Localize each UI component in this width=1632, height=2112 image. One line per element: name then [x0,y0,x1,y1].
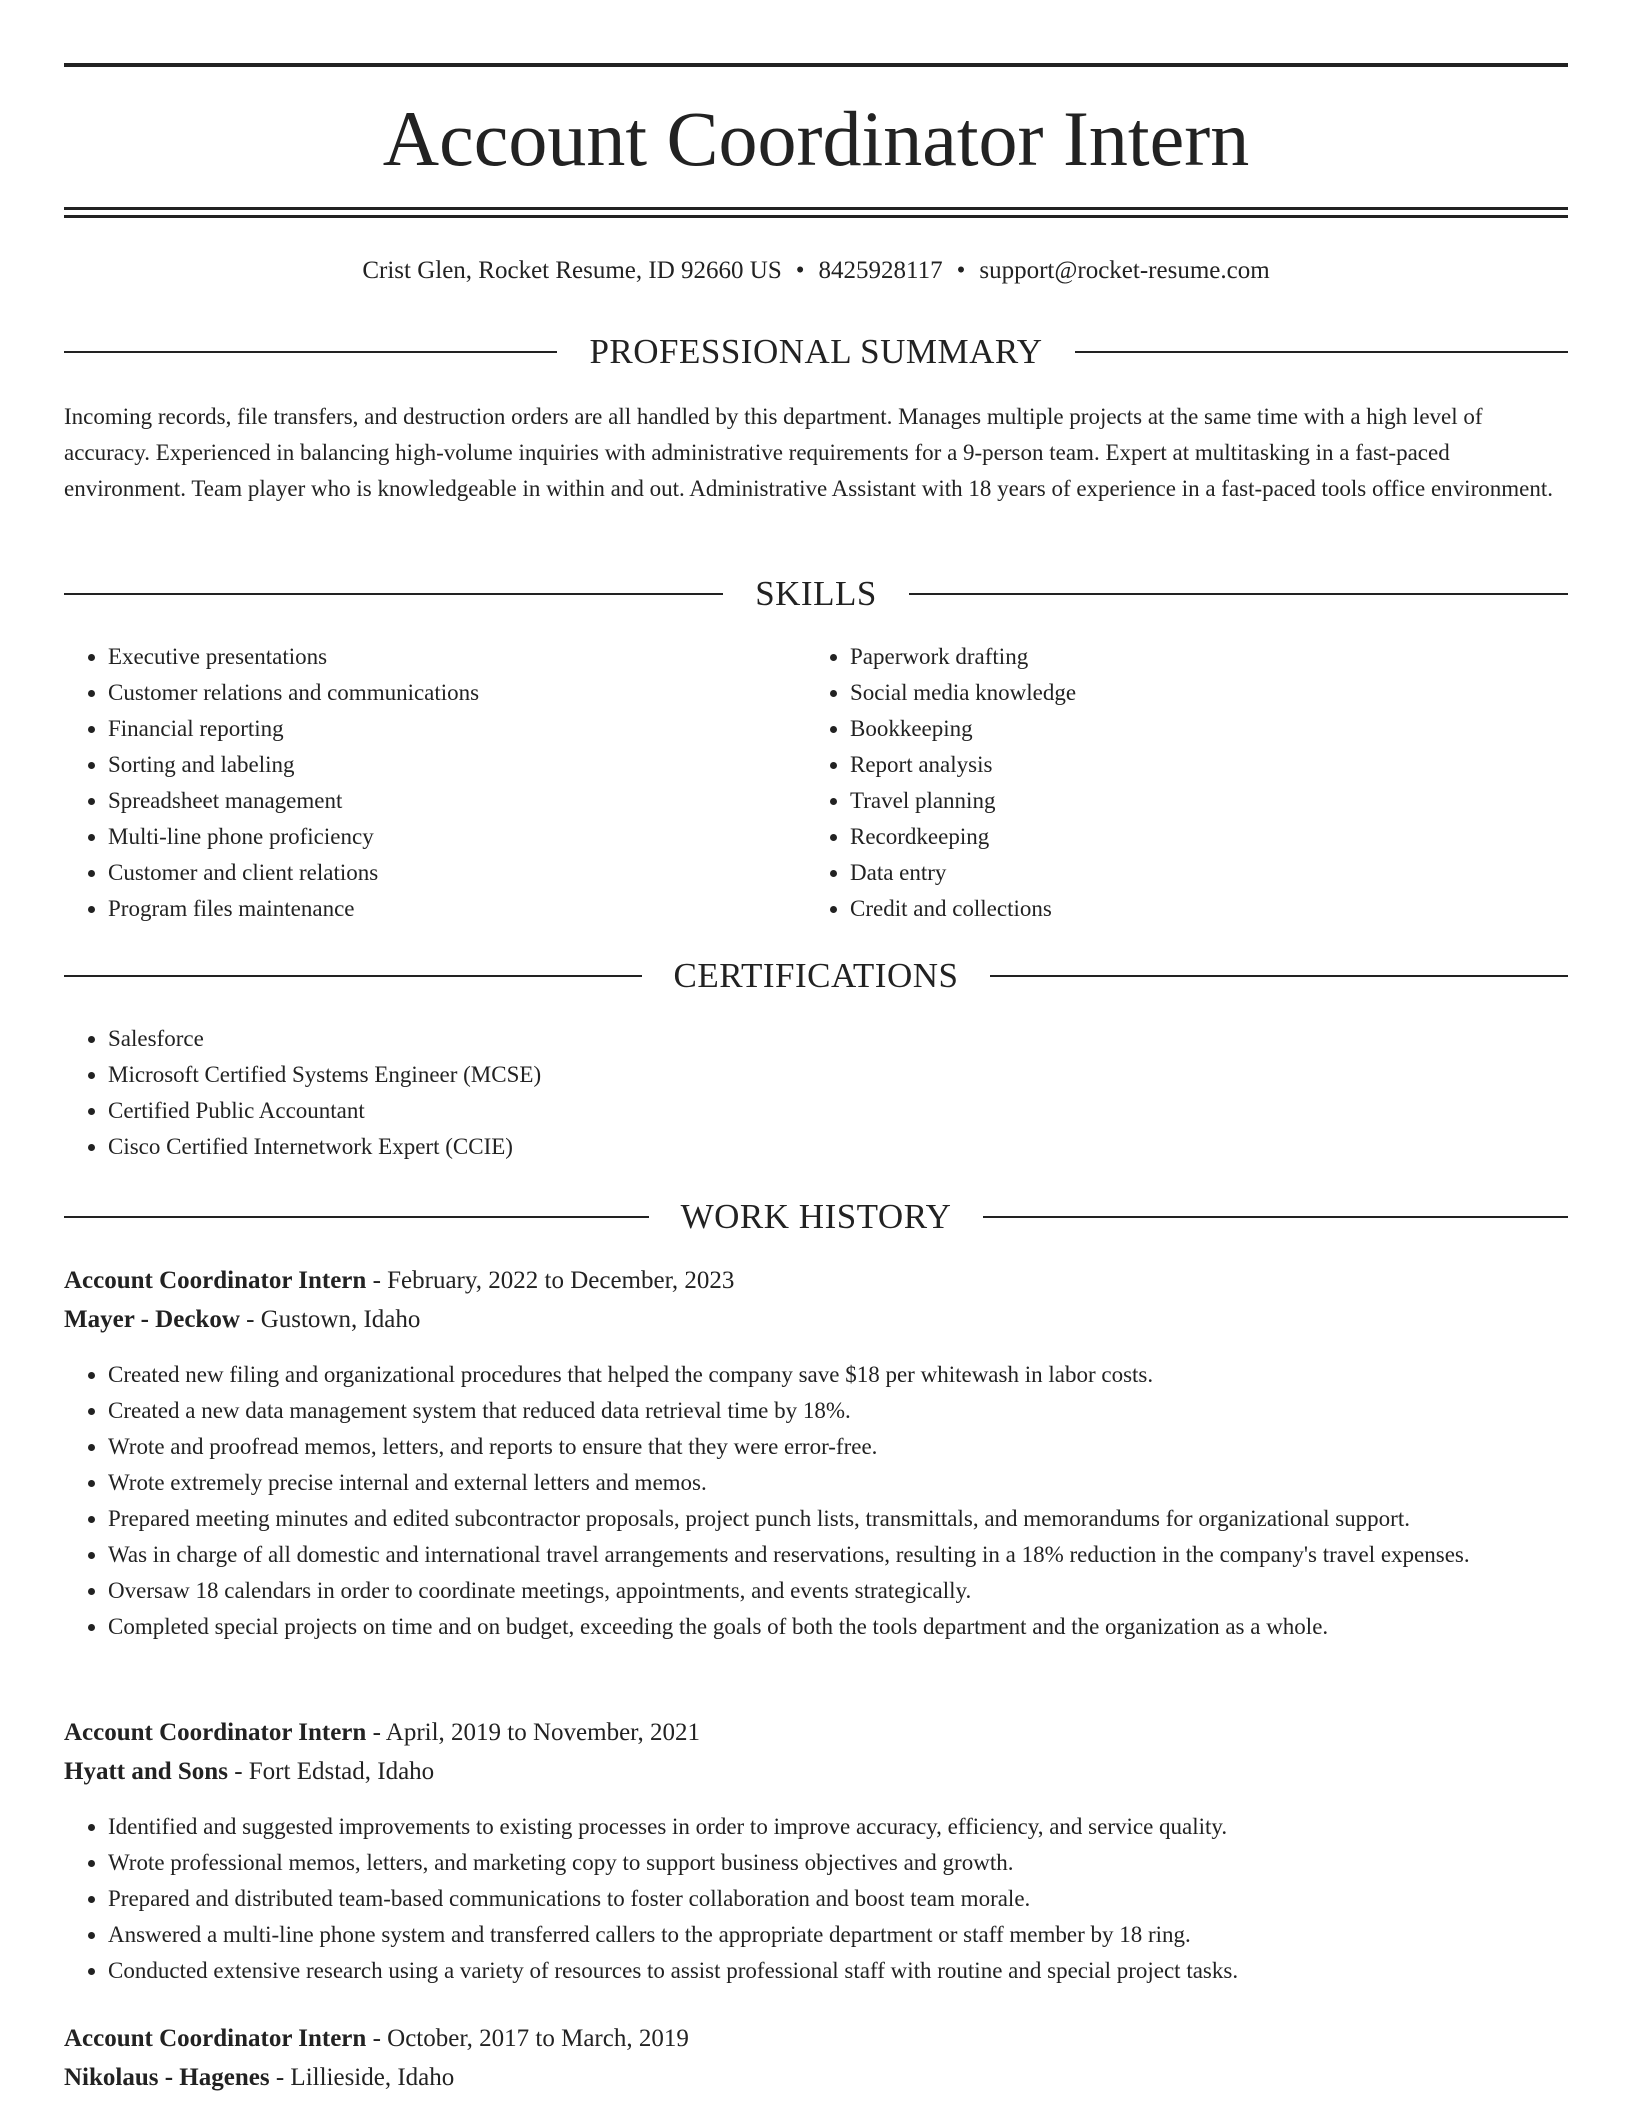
section-title-work-history: WORK HISTORY [680,1197,952,1236]
section-header-certifications [64,952,1568,1000]
contact-email: support@rocket-resume.com [979,257,1270,284]
job-location: - Gustown, Idaho [239,1306,421,1333]
job-bullet: • Answered a multi-line phone system and transferred callers to the appropriate department or staff member by 18 ring. [108,1917,1568,1953]
skill-item: • Customer relations and communications [108,675,788,711]
skill-item: • Multi-line phone proficiency [108,819,788,855]
skill-item: • Paperwork drafting [850,639,1550,675]
job-dates: - February, 2022 to December, 2023 [366,1267,735,1294]
skill-item: • Credit and collections [850,891,1550,927]
section-rule [1075,351,1568,353]
contact-separator: • [956,257,966,284]
section-rule [64,1216,649,1218]
section-rule [64,975,642,977]
skill-item: • Report analysis [850,747,1550,783]
skill-item: • Travel planning [850,783,1550,819]
certification-item: • Microsoft Certified Systems Engineer (MCSE) [108,1057,1548,1093]
skill-item: • Executive presentations [108,639,788,675]
job-location: - Lillieside, Idaho [269,2064,455,2091]
job-bullet: • Wrote professional memos, letters, and marketing copy to support business objectives and growth. [108,1845,1568,1881]
job-dates: - April, 2019 to November, 2021 [366,1719,700,1746]
job-bullets [64,1809,1568,1989]
contact-line [64,254,1568,288]
job-location: - Fort Edstad, Idaho [227,1758,435,1785]
job-company-line [64,2060,1568,2096]
job-bullet: • Wrote and proofread memos, letters, and reports to ensure that they were error-free. [108,1429,1568,1465]
certifications-list [64,1021,1548,1165]
section-rule [64,351,557,353]
job-title-line [64,1715,1568,1751]
section-title-certifications: CERTIFICATIONS [673,956,959,995]
job-bullet: • Created new filing and organizational procedures that helped the company save $18 per whitewash in labor costs. [108,1357,1568,1393]
skill-item: • Financial reporting [108,711,788,747]
contact-separator: • [795,257,805,284]
section-header-skills [64,570,1568,618]
title-double-rule [64,207,1568,218]
job-bullet: • Identified and suggested improvements to existing processes in order to improve accuracy, efficiency, and service quality. [108,1809,1568,1845]
contact-address: Crist Glen, Rocket Resume, ID 92660 US [362,257,782,284]
section-title-skills: SKILLS [755,574,877,613]
skill-item: • Program files maintenance [108,891,788,927]
certification-item: • Certified Public Accountant [108,1093,1548,1129]
job-role: Account Coordinator Intern [64,1267,367,1294]
skill-item: • Recordkeeping [850,819,1550,855]
job-title-line [64,1263,1568,1299]
top-rule [64,63,1568,67]
job-bullet: • Oversaw 18 calendars in order to coordinate meetings, appointments, and events strategically. [108,1573,1568,1609]
certification-item: • Salesforce [108,1021,1548,1057]
job-bullet: • Created a new data management system that reduced data retrieval time by 18%. [108,1393,1568,1429]
job-company-line [64,1302,1568,1338]
job-role: Account Coordinator Intern [64,2025,367,2052]
skill-item: • Bookkeeping [850,711,1550,747]
page-title: Account Coordinator Intern [382,95,1250,182]
section-rule [64,593,723,595]
skill-item: • Social media knowledge [850,675,1550,711]
contact-phone: 8425928117 [818,257,943,284]
skills-list-right [806,639,1550,927]
job-bullets [64,1357,1568,1645]
job-role: Account Coordinator Intern [64,1719,367,1746]
job-company: Hyatt and Sons [64,1758,228,1785]
job-bullet: • Completed special projects on time and on budget, exceeding the goals of both the tools department and the organization as a whole. [108,1609,1568,1645]
job-bullet: • Prepared and distributed team-based communications to foster collaboration and boost team morale. [108,1881,1568,1917]
skill-item: • Data entry [850,855,1550,891]
summary-paragraph: Incoming records, file transfers, and destruction orders are all handled by this department. Manages multiple projects at the same time with a high level of accuracy. Experienced in balancing high-volume inquiries with administrative requirements for a 9-person team. Expert at multitasking in a fast-paced environment. Team player who is knowledgeable in within and out. Administrative Assistant with 18 years of experience in a fast-paced tools office environment. [64,404,1553,501]
job-bullet: • Prepared meeting minutes and edited subcontractor proposals, project punch lists, transmittals, and memorandums for organizational support. [108,1501,1568,1537]
certification-item: • Cisco Certified Internetwork Expert (CCIE) [108,1129,1548,1165]
job-dates: - October, 2017 to March, 2019 [366,2025,689,2052]
skill-item: • Customer and client relations [108,855,788,891]
section-header-work-history [64,1193,1568,1241]
job-bullet: • Conducted extensive research using a variety of resources to assist professional staff with routine and special project tasks. [108,1953,1568,1989]
section-rule [909,593,1568,595]
job-company-line [64,1754,1568,1790]
job-company: Nikolaus - Hagenes [64,2064,270,2091]
section-rule [983,1216,1568,1218]
job-bullet: • Was in charge of all domestic and international travel arrangements and reservations, resulting in a 18% reduction in the company's travel expenses. [108,1537,1568,1573]
skills-list-left [64,639,788,927]
job-company: Mayer - Deckow [64,1306,240,1333]
section-title-summary: PROFESSIONAL SUMMARY [589,332,1043,371]
job-title-line [64,2021,1568,2057]
job-bullet: • Wrote extremely precise internal and external letters and memos. [108,1465,1568,1501]
skill-item: • Spreadsheet management [108,783,788,819]
section-rule [990,975,1568,977]
skill-item: • Sorting and labeling [108,747,788,783]
section-header-summary [64,328,1568,376]
